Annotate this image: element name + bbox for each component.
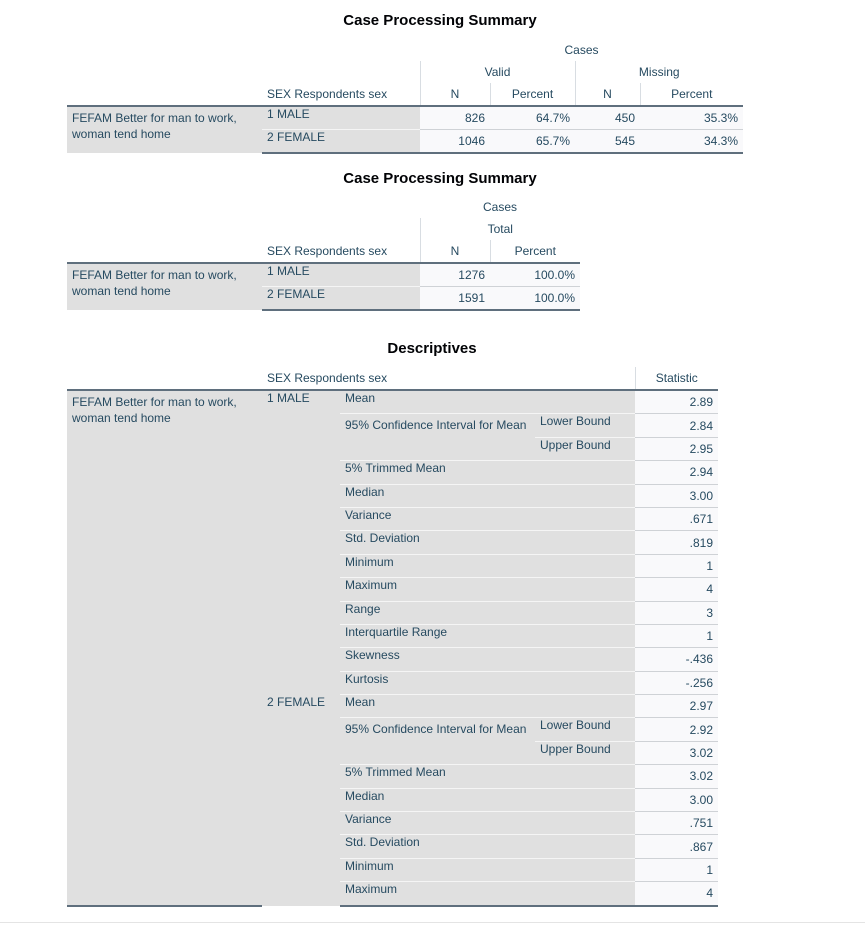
valid-percent: 64.7% (490, 106, 575, 130)
n-header: N (420, 240, 490, 263)
bound-label: Upper Bound (535, 741, 635, 764)
missing-header: Missing (575, 61, 743, 83)
statistic-label: 5% Trimmed Mean (340, 461, 635, 484)
total-n: 1276 (420, 263, 490, 287)
bound-label: Upper Bound (535, 437, 635, 460)
statistic-value: 2.94 (635, 461, 718, 484)
statistic-value: 3 (635, 601, 718, 624)
statistic-label: Std. Deviation (340, 835, 635, 858)
statistic-label: Range (340, 601, 635, 624)
statistic-value: 2.97 (635, 695, 718, 718)
statistic-label: Variance (340, 507, 635, 530)
statistic-label: 95% Confidence Interval for Mean (340, 718, 535, 765)
table-row (67, 106, 743, 130)
statistic-label: Median (340, 484, 635, 507)
footer-divider (0, 922, 865, 923)
valid-header: Valid (420, 61, 575, 83)
sex-label: 2 FEMALE (262, 287, 420, 311)
statistic-value: .671 (635, 507, 718, 530)
statistic-value: .751 (635, 812, 718, 835)
bound-label: Lower Bound (535, 718, 635, 741)
statistic-label: Skewness (340, 648, 635, 671)
total-n: 1591 (420, 287, 490, 311)
sex-label: 2 FEMALE (262, 130, 420, 154)
statistic-value: 3.02 (635, 765, 718, 788)
statistic-value: 4 (635, 578, 718, 601)
missing-n: 545 (575, 130, 640, 154)
missing-percent: 35.3% (640, 106, 743, 130)
statistic-label: Mean (340, 390, 635, 414)
statistic-value: 1 (635, 624, 718, 647)
statistic-value: 2.95 (635, 437, 718, 460)
sex-header: SEX Respondents sex (267, 371, 388, 385)
case-processing-summary-table-2 (67, 196, 580, 311)
sex-label: 1 MALE (262, 106, 420, 130)
sex-header: SEX Respondents sex (267, 87, 388, 101)
statistic-label: Variance (340, 812, 635, 835)
table-row (67, 263, 580, 287)
statistic-value: -.436 (635, 648, 718, 671)
percent-header: Percent (640, 83, 743, 106)
statistic-value: .867 (635, 835, 718, 858)
statistic-label: Interquartile Range (340, 624, 635, 647)
statistic-value: 4 (635, 882, 718, 906)
cps1-title: Case Processing Summary (343, 12, 537, 29)
statistic-label: Minimum (340, 554, 635, 577)
missing-percent: 34.3% (640, 130, 743, 154)
total-percent: 100.0% (490, 287, 580, 311)
statistic-label: Mean (340, 695, 635, 718)
bound-label: Lower Bound (535, 414, 635, 437)
statistic-value: 2.92 (635, 718, 718, 741)
percent-header: Percent (490, 240, 580, 263)
sex-label: 1 MALE (262, 390, 340, 695)
statistic-label: Maximum (340, 882, 635, 906)
sex-header: SEX Respondents sex (267, 244, 388, 258)
valid-percent: 65.7% (490, 130, 575, 154)
n-header: N (575, 83, 640, 106)
statistic-label: 95% Confidence Interval for Mean (340, 414, 535, 461)
statistic-label: 5% Trimmed Mean (340, 765, 635, 788)
statistic-label: Maximum (340, 578, 635, 601)
statistic-value: 1 (635, 554, 718, 577)
case-processing-summary-table-1 (67, 39, 743, 154)
descriptives-title: Descriptives (387, 340, 477, 357)
cps2-title: Case Processing Summary (343, 170, 537, 187)
table-row (67, 390, 718, 414)
variable-label: FEFAM Better for man to work, woman tend home (67, 263, 262, 310)
variable-label: FEFAM Better for man to work, woman tend home (67, 390, 262, 906)
statistic-value: 3.00 (635, 788, 718, 811)
statistic-label: Minimum (340, 858, 635, 881)
statistic-label: Kurtosis (340, 671, 635, 694)
cases-header: Cases (483, 200, 518, 214)
statistic-value: -.256 (635, 671, 718, 694)
variable-label: FEFAM Better for man to work, woman tend home (67, 106, 262, 153)
valid-n: 826 (420, 106, 490, 130)
statistic-value: 2.84 (635, 414, 718, 437)
statistic-value: 1 (635, 858, 718, 881)
total-percent: 100.0% (490, 263, 580, 287)
n-header: N (420, 83, 490, 106)
statistic-value: .819 (635, 531, 718, 554)
valid-n: 1046 (420, 130, 490, 154)
statistic-value: 3.00 (635, 484, 718, 507)
missing-n: 450 (575, 106, 640, 130)
sex-label: 2 FEMALE (262, 695, 340, 906)
statistic-header: Statistic (635, 367, 718, 390)
cases-header: Cases (564, 43, 599, 57)
statistic-label: Std. Deviation (340, 531, 635, 554)
statistic-value: 2.89 (635, 390, 718, 414)
sex-label: 1 MALE (262, 263, 420, 287)
statistic-value: 3.02 (635, 741, 718, 764)
percent-header: Percent (490, 83, 575, 106)
total-header: Total (420, 218, 580, 240)
descriptives-table (67, 367, 718, 907)
statistic-label: Median (340, 788, 635, 811)
